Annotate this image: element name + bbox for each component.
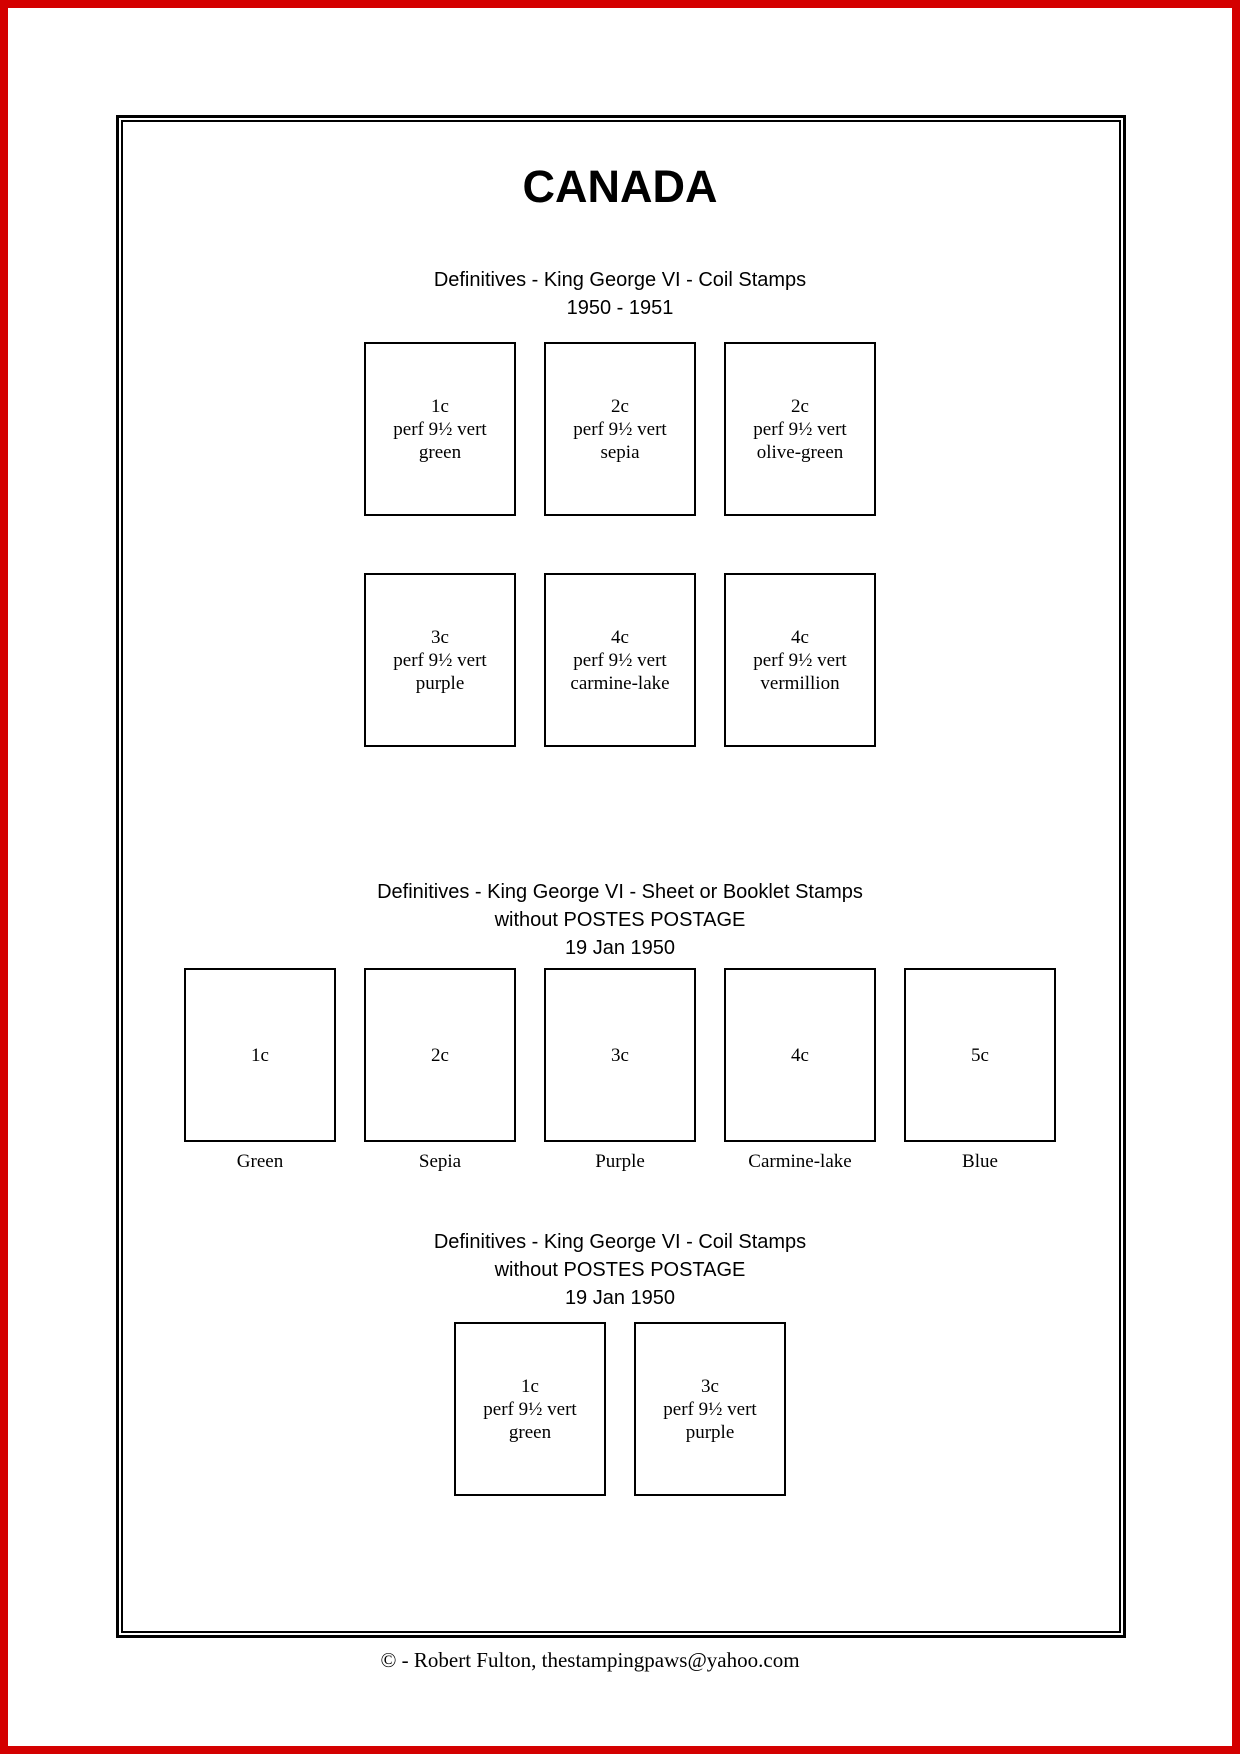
stamp-text-line: 3c <box>611 1044 629 1066</box>
stamp-text-line: sepia <box>600 441 640 463</box>
stamp-text-line: 2c <box>791 395 809 417</box>
section-heading-coil-1950-1951 <box>8 266 1232 322</box>
page-title: CANADA <box>522 161 718 212</box>
stamp-text-line: vermillion <box>760 672 840 694</box>
stamp-text-line: perf 9½ vert <box>753 649 847 671</box>
stamp-text-line: perf 9½ vert <box>393 418 487 440</box>
stamp-text-line: purple <box>415 672 465 694</box>
stamp-text-line: perf 9½ vert <box>393 649 487 671</box>
section-heading-coil-without-postes <box>8 1228 1232 1312</box>
stamp-text-line: 3c <box>431 626 449 648</box>
section-heading-line: 19 Jan 1950 <box>564 1287 676 1309</box>
stamp-caption: Carmine-lake <box>748 1151 852 1172</box>
stamp-cell <box>364 573 516 747</box>
stamp-row <box>8 573 1232 747</box>
stamp-cell <box>634 1322 786 1496</box>
stamp-box <box>364 342 516 516</box>
stamp-cell <box>544 968 696 1172</box>
stamp-text-line: 4c <box>791 1044 809 1066</box>
stamp-cell <box>724 342 876 516</box>
stamp-box <box>634 1322 786 1496</box>
section-heading-line: Definitives - King George VI - Sheet or Booklet Stamps <box>377 881 863 903</box>
stamp-text-line: 3c <box>701 1375 719 1397</box>
section-heading-line: without POSTES POSTAGE <box>494 1259 746 1281</box>
stamp-cell <box>544 573 696 747</box>
stamp-cell <box>904 968 1056 1172</box>
stamp-text-line: 1c <box>431 395 449 417</box>
stamp-box <box>184 968 336 1142</box>
section-heading-line: 19 Jan 1950 <box>564 937 676 959</box>
stamp-cell <box>364 342 516 516</box>
stamp-text-line: carmine-lake <box>570 672 670 694</box>
stamp-box <box>904 968 1056 1142</box>
stamp-caption: Sepia <box>418 1151 462 1172</box>
stamp-box <box>544 968 696 1142</box>
stamp-text-line: 1c <box>521 1375 539 1397</box>
stamp-text-line: perf 9½ vert <box>573 649 667 671</box>
stamp-text-line: 4c <box>791 626 809 648</box>
stamp-box <box>544 342 696 516</box>
stamp-box <box>364 968 516 1142</box>
section-heading-sheet-booklet <box>8 878 1232 962</box>
stamp-text-line: 2c <box>431 1044 449 1066</box>
stamp-box <box>454 1322 606 1496</box>
stamp-caption: Purple <box>595 1151 645 1172</box>
stamp-cell <box>724 573 876 747</box>
stamp-text-line: perf 9½ vert <box>573 418 667 440</box>
stamp-text-line: 1c <box>251 1044 269 1066</box>
stamp-row <box>8 968 1232 1172</box>
stamp-text-line: 2c <box>611 395 629 417</box>
stamp-row <box>8 1322 1232 1496</box>
stamp-cell <box>454 1322 606 1496</box>
stamp-caption: Green <box>236 1151 284 1172</box>
section-heading-line: without POSTES POSTAGE <box>494 909 746 931</box>
stamp-row <box>8 342 1232 516</box>
stamp-box <box>724 342 876 516</box>
stamp-box <box>724 573 876 747</box>
copyright-footer: © - Robert Fulton, thestampingpaws@yahoo.com <box>380 1648 800 1672</box>
section-heading-line: 1950 - 1951 <box>566 297 674 319</box>
stamp-box <box>544 573 696 747</box>
stamp-text-line: perf 9½ vert <box>663 1398 757 1420</box>
stamp-cell <box>364 968 516 1172</box>
stamp-text-line: 5c <box>971 1044 989 1066</box>
stamp-text-line: green <box>508 1421 552 1443</box>
stamp-text-line: perf 9½ vert <box>483 1398 577 1420</box>
stamp-cell <box>544 342 696 516</box>
stamp-cell <box>724 968 876 1172</box>
stamp-caption: Blue <box>962 1151 998 1172</box>
stamp-cell <box>184 968 336 1172</box>
section-heading-line: Definitives - King George VI - Coil Stamps <box>433 269 807 291</box>
section-heading-line: Definitives - King George VI - Coil Stamps <box>433 1231 807 1253</box>
stamp-box <box>724 968 876 1142</box>
stamp-text-line: purple <box>685 1421 735 1443</box>
stamp-text-line: perf 9½ vert <box>753 418 847 440</box>
stamp-text-line: olive-green <box>756 441 844 463</box>
stamp-text-line: green <box>418 441 462 463</box>
stamp-text-line: 4c <box>611 626 629 648</box>
stamp-box <box>364 573 516 747</box>
